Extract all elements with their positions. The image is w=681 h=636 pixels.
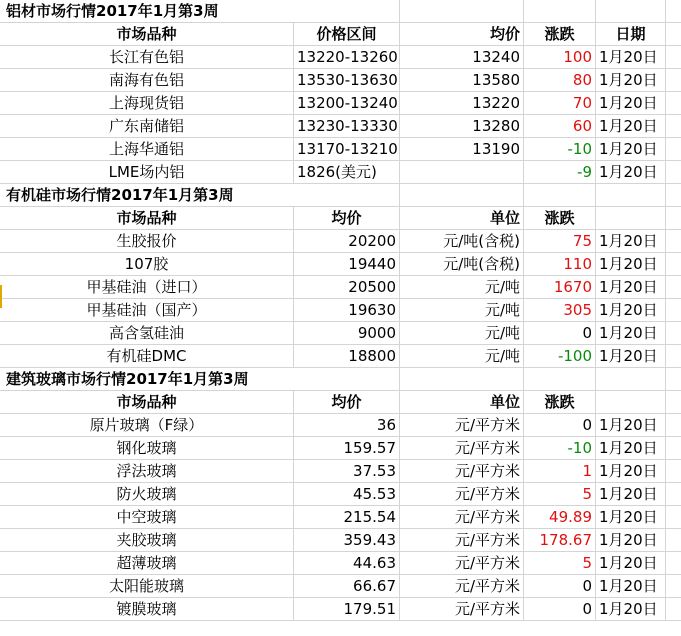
table-row bbox=[0, 460, 681, 483]
cell-date[interactable]: 1月20日 bbox=[596, 529, 666, 552]
cell-unit[interactable]: 元/吨(含税) bbox=[400, 230, 524, 253]
cell-empty[interactable] bbox=[596, 0, 666, 23]
cell-market-item[interactable]: 长江有色铝 bbox=[0, 46, 294, 69]
cell-unit[interactable]: 元/平方米 bbox=[400, 437, 524, 460]
header-market-item[interactable]: 市场品种 bbox=[0, 207, 294, 230]
cell-date[interactable]: 1月20日 bbox=[596, 460, 666, 483]
cell-date[interactable]: 1月20日 bbox=[596, 230, 666, 253]
cell-date[interactable]: 1月20日 bbox=[596, 46, 666, 69]
cell-change[interactable]: 5 bbox=[524, 483, 596, 506]
cell-date[interactable]: 1月20日 bbox=[596, 483, 666, 506]
cell-date[interactable]: 1月20日 bbox=[596, 253, 666, 276]
cell-market-item[interactable]: LME场内铝 bbox=[0, 161, 294, 184]
cell-avg-price[interactable]: 13220 bbox=[400, 92, 524, 115]
cell-market-item[interactable]: 太阳能玻璃 bbox=[0, 575, 294, 598]
cell-avg-price[interactable]: 359.43 bbox=[294, 529, 400, 552]
section-title-row bbox=[0, 184, 681, 207]
cell-market-item[interactable]: 有机硅DMC bbox=[0, 345, 294, 368]
header-date[interactable]: 日期 bbox=[596, 23, 666, 46]
cell-date[interactable]: 1月20日 bbox=[596, 161, 666, 184]
cell-market-item[interactable]: 镀膜玻璃 bbox=[0, 598, 294, 621]
cell-avg-price[interactable]: 19630 bbox=[294, 299, 400, 322]
active-row-marker bbox=[0, 285, 2, 308]
cell-price-range[interactable]: 1826(美元) bbox=[294, 161, 400, 184]
cell-avg-price[interactable]: 13580 bbox=[400, 69, 524, 92]
header-change[interactable]: 涨跌 bbox=[524, 23, 596, 46]
cell-date[interactable]: 1月20日 bbox=[596, 69, 666, 92]
cell-market-item[interactable]: 上海现货铝 bbox=[0, 92, 294, 115]
cell-unit[interactable]: 元/平方米 bbox=[400, 483, 524, 506]
table-row bbox=[0, 230, 681, 253]
header-row bbox=[0, 391, 681, 414]
cell-change[interactable]: 75 bbox=[524, 230, 596, 253]
cell-price-range[interactable]: 13200-13240 bbox=[294, 92, 400, 115]
cell-unit[interactable]: 元/吨 bbox=[400, 345, 524, 368]
table-row bbox=[0, 506, 681, 529]
section-title-row bbox=[0, 368, 681, 391]
cell-change[interactable]: 0 bbox=[524, 575, 596, 598]
cell-avg-price[interactable]: 179.51 bbox=[294, 598, 400, 621]
header-market-item[interactable]: 市场品种 bbox=[0, 391, 294, 414]
cell-market-item[interactable]: 夹胶玻璃 bbox=[0, 529, 294, 552]
cell-avg-price[interactable] bbox=[400, 161, 524, 184]
cell-empty[interactable] bbox=[666, 437, 681, 460]
section-title[interactable]: 建筑玻璃市场行情2017年1月第3周 bbox=[0, 368, 400, 391]
cell-market-item[interactable]: 107胶 bbox=[0, 253, 294, 276]
cell-avg-price[interactable]: 36 bbox=[294, 414, 400, 437]
cell-empty[interactable] bbox=[666, 207, 681, 230]
cell-avg-price[interactable]: 44.63 bbox=[294, 552, 400, 575]
table-row bbox=[0, 276, 681, 299]
cell-empty[interactable] bbox=[666, 598, 681, 621]
cell-market-item[interactable]: 浮法玻璃 bbox=[0, 460, 294, 483]
cell-empty[interactable] bbox=[666, 483, 681, 506]
cell-empty[interactable] bbox=[666, 368, 681, 391]
header-avg-price[interactable]: 均价 bbox=[294, 207, 400, 230]
cell-empty[interactable] bbox=[666, 184, 681, 207]
cell-empty[interactable] bbox=[666, 299, 681, 322]
table-row bbox=[0, 299, 681, 322]
cell-empty[interactable] bbox=[666, 322, 681, 345]
cell-change[interactable]: 80 bbox=[524, 69, 596, 92]
cell-empty[interactable] bbox=[666, 115, 681, 138]
header-unit[interactable]: 单位 bbox=[400, 391, 524, 414]
cell-empty[interactable] bbox=[666, 414, 681, 437]
cell-unit[interactable]: 元/平方米 bbox=[400, 506, 524, 529]
cell-avg-price[interactable]: 19440 bbox=[294, 253, 400, 276]
cell-change[interactable]: 70 bbox=[524, 92, 596, 115]
cell-avg-price[interactable]: 13280 bbox=[400, 115, 524, 138]
table-row bbox=[0, 92, 681, 115]
cell-change[interactable]: -10 bbox=[524, 138, 596, 161]
cell-change[interactable]: 0 bbox=[524, 598, 596, 621]
cell-date[interactable]: 1月20日 bbox=[596, 345, 666, 368]
cell-unit[interactable]: 元/平方米 bbox=[400, 598, 524, 621]
cell-change[interactable]: 49.89 bbox=[524, 506, 596, 529]
cell-empty[interactable] bbox=[596, 368, 666, 391]
cell-change[interactable]: 178.67 bbox=[524, 529, 596, 552]
cell-change[interactable]: 1 bbox=[524, 460, 596, 483]
cell-empty[interactable] bbox=[666, 23, 681, 46]
cell-market-item[interactable]: 广东南储铝 bbox=[0, 115, 294, 138]
cell-unit[interactable]: 元/吨 bbox=[400, 276, 524, 299]
cell-market-item[interactable]: 高含氢硅油 bbox=[0, 322, 294, 345]
cell-date[interactable]: 1月20日 bbox=[596, 552, 666, 575]
cell-change[interactable]: 0 bbox=[524, 322, 596, 345]
cell-change[interactable]: 110 bbox=[524, 253, 596, 276]
section-title[interactable]: 有机硅市场行情2017年1月第3周 bbox=[0, 184, 400, 207]
table-row bbox=[0, 138, 681, 161]
cell-date[interactable]: 1月20日 bbox=[596, 575, 666, 598]
cell-avg-price[interactable]: 37.53 bbox=[294, 460, 400, 483]
header-change[interactable]: 涨跌 bbox=[524, 207, 596, 230]
cell-empty[interactable] bbox=[666, 138, 681, 161]
cell-date[interactable]: 1月20日 bbox=[596, 276, 666, 299]
cell-avg-price[interactable]: 66.67 bbox=[294, 575, 400, 598]
cell-change[interactable]: 100 bbox=[524, 46, 596, 69]
cell-change[interactable]: 5 bbox=[524, 552, 596, 575]
cell-empty[interactable] bbox=[666, 253, 681, 276]
cell-change[interactable]: 1670 bbox=[524, 276, 596, 299]
table-row bbox=[0, 115, 681, 138]
cell-avg-price[interactable]: 45.53 bbox=[294, 483, 400, 506]
cell-empty[interactable] bbox=[596, 184, 666, 207]
cell-empty[interactable] bbox=[400, 0, 524, 23]
header-change[interactable]: 涨跌 bbox=[524, 391, 596, 414]
cell-market-item[interactable]: 南海有色铝 bbox=[0, 69, 294, 92]
cell-market-item[interactable]: 甲基硅油（进口） bbox=[0, 276, 294, 299]
table-row bbox=[0, 322, 681, 345]
cell-date[interactable]: 1月20日 bbox=[596, 414, 666, 437]
table-row bbox=[0, 253, 681, 276]
cell-date[interactable]: 1月20日 bbox=[596, 506, 666, 529]
cell-empty[interactable] bbox=[400, 368, 524, 391]
cell-market-item[interactable]: 防火玻璃 bbox=[0, 483, 294, 506]
cell-price-range[interactable]: 13220-13260 bbox=[294, 46, 400, 69]
cell-change[interactable]: 305 bbox=[524, 299, 596, 322]
cell-empty[interactable] bbox=[666, 391, 681, 414]
cell-empty[interactable] bbox=[400, 184, 524, 207]
cell-empty[interactable] bbox=[524, 184, 596, 207]
cell-empty[interactable] bbox=[596, 207, 666, 230]
cell-avg-price[interactable]: 13190 bbox=[400, 138, 524, 161]
cell-empty[interactable] bbox=[596, 391, 666, 414]
cell-unit[interactable]: 元/吨 bbox=[400, 322, 524, 345]
header-market-item[interactable]: 市场品种 bbox=[0, 23, 294, 46]
cell-date[interactable]: 1月20日 bbox=[596, 437, 666, 460]
table-row bbox=[0, 483, 681, 506]
cell-market-item[interactable]: 生胶报价 bbox=[0, 230, 294, 253]
cell-change[interactable]: -10 bbox=[524, 437, 596, 460]
cell-avg-price[interactable]: 20500 bbox=[294, 276, 400, 299]
cell-avg-price[interactable]: 9000 bbox=[294, 322, 400, 345]
cell-empty[interactable] bbox=[666, 46, 681, 69]
header-avg-price[interactable]: 均价 bbox=[400, 23, 524, 46]
cell-empty[interactable] bbox=[524, 0, 596, 23]
cell-avg-price[interactable]: 215.54 bbox=[294, 506, 400, 529]
cell-date[interactable]: 1月20日 bbox=[596, 92, 666, 115]
cell-market-item[interactable]: 上海华通铝 bbox=[0, 138, 294, 161]
cell-change[interactable]: 0 bbox=[524, 414, 596, 437]
table-row bbox=[0, 552, 681, 575]
cell-empty[interactable] bbox=[666, 552, 681, 575]
cell-change[interactable]: -9 bbox=[524, 161, 596, 184]
cell-empty[interactable] bbox=[666, 0, 681, 23]
table-row bbox=[0, 414, 681, 437]
cell-empty[interactable] bbox=[666, 460, 681, 483]
cell-unit[interactable]: 元/平方米 bbox=[400, 575, 524, 598]
header-price-range[interactable]: 价格区间 bbox=[294, 23, 400, 46]
cell-empty[interactable] bbox=[666, 69, 681, 92]
cell-empty[interactable] bbox=[666, 529, 681, 552]
cell-date[interactable]: 1月20日 bbox=[596, 115, 666, 138]
cell-unit[interactable]: 元/平方米 bbox=[400, 460, 524, 483]
cell-price-range[interactable]: 13230-13330 bbox=[294, 115, 400, 138]
cell-avg-price[interactable]: 159.57 bbox=[294, 437, 400, 460]
cell-empty[interactable] bbox=[666, 345, 681, 368]
cell-market-item[interactable]: 甲基硅油（国产） bbox=[0, 299, 294, 322]
cell-empty[interactable] bbox=[666, 161, 681, 184]
cell-market-item[interactable]: 超薄玻璃 bbox=[0, 552, 294, 575]
cell-change[interactable]: 60 bbox=[524, 115, 596, 138]
table-row bbox=[0, 161, 681, 184]
cell-empty[interactable] bbox=[666, 575, 681, 598]
cell-unit[interactable]: 元/平方米 bbox=[400, 529, 524, 552]
cell-unit[interactable]: 元/平方米 bbox=[400, 414, 524, 437]
cell-empty[interactable] bbox=[666, 92, 681, 115]
header-row bbox=[0, 207, 681, 230]
cell-market-item[interactable]: 原片玻璃（F绿） bbox=[0, 414, 294, 437]
cell-avg-price[interactable]: 13240 bbox=[400, 46, 524, 69]
cell-empty[interactable] bbox=[524, 368, 596, 391]
cell-empty[interactable] bbox=[666, 276, 681, 299]
cell-price-range[interactable]: 13170-13210 bbox=[294, 138, 400, 161]
table-row bbox=[0, 529, 681, 552]
cell-unit[interactable]: 元/吨 bbox=[400, 299, 524, 322]
section-title[interactable]: 铝材市场行情2017年1月第3周 bbox=[0, 0, 400, 23]
cell-unit[interactable]: 元/吨(含税) bbox=[400, 253, 524, 276]
cell-avg-price[interactable]: 20200 bbox=[294, 230, 400, 253]
cell-change[interactable]: -100 bbox=[524, 345, 596, 368]
cell-market-item[interactable]: 钢化玻璃 bbox=[0, 437, 294, 460]
section-title-row bbox=[0, 0, 681, 23]
header-unit[interactable]: 单位 bbox=[400, 207, 524, 230]
cell-unit[interactable]: 元/平方米 bbox=[400, 552, 524, 575]
cell-date[interactable]: 1月20日 bbox=[596, 598, 666, 621]
cell-date[interactable]: 1月20日 bbox=[596, 138, 666, 161]
table-row bbox=[0, 437, 681, 460]
table-row bbox=[0, 575, 681, 598]
cell-empty[interactable] bbox=[666, 230, 681, 253]
table-row bbox=[0, 598, 681, 621]
cell-market-item[interactable]: 中空玻璃 bbox=[0, 506, 294, 529]
header-row bbox=[0, 23, 681, 46]
cell-avg-price[interactable]: 18800 bbox=[294, 345, 400, 368]
header-avg-price[interactable]: 均价 bbox=[294, 391, 400, 414]
cell-price-range[interactable]: 13530-13630 bbox=[294, 69, 400, 92]
table-row bbox=[0, 69, 681, 92]
cell-empty[interactable] bbox=[666, 506, 681, 529]
cell-date[interactable]: 1月20日 bbox=[596, 322, 666, 345]
cell-date[interactable]: 1月20日 bbox=[596, 299, 666, 322]
table-row bbox=[0, 46, 681, 69]
table-row bbox=[0, 345, 681, 368]
